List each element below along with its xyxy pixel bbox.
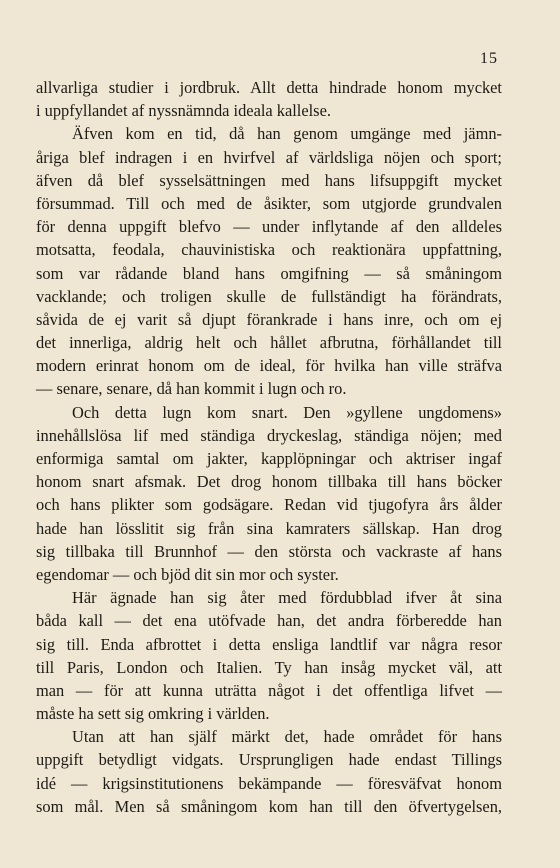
text-line: — senare, senare, då han kommit i lugn och ro. [36, 379, 347, 399]
text-line: motsatta, feodala, chauvinistiska och reaktionära uppfattning, [36, 240, 502, 260]
text-line: uppgift betydligt vidgats. Ursprungligen hade endast Tillings [36, 750, 502, 770]
text-line: enformiga samtal om jakter, kapplöpningar och aktriser ingaf [36, 449, 502, 468]
text-line: sig tillbaka till Brunnhof — den största och vackraste af hans [36, 541, 502, 561]
paragraph [36, 586, 502, 725]
text-line: som var rådande bland hans omgifning — så småningom [36, 263, 502, 283]
paragraph [36, 725, 502, 818]
text-line: man — för att kunna uträtta något i det offentliga lifvet — [36, 680, 502, 700]
paragraph [36, 401, 502, 587]
text-line: som mål. Men så småningom kom han till den öfvertygelsen, [36, 796, 502, 816]
text-line: Äfven kom en tid, då han genom umgänge med jämn- [72, 124, 502, 144]
text-line: för denna uppgift blefvo — under inflytande af den alldeles [36, 217, 502, 237]
text-line: hade han lösslitit sig från sina kamraters sällskap. Han drog [36, 518, 502, 538]
text-line: Här ägnade han sig åter med fördubblad ifver åt sina [72, 588, 502, 608]
text-line: åriga blef indragen i en hvirfvel af världsliga nöjen och sport; [36, 147, 502, 167]
text-line: måste ha sett sig omkring i världen. [36, 704, 270, 724]
text-line: det innerliga, aldrig helt och hållet afbrutna, förhållandet till [36, 333, 502, 353]
text-line: honom snart afsmak. Det drog honom tillbaka till hans böcker [36, 472, 502, 492]
text-line: båda kall — det ena utöfvade han, det andra förberedde han [36, 611, 502, 631]
text-line: innehållslösa lif med ständiga dryckeslag, ständiga nöjen; med [36, 425, 502, 445]
text-line: idé — krigsinstitutionens bekämpande — föresväfvat honom [36, 773, 502, 793]
text-line: allvarliga studier i jordbruk. Allt detta hindrade honom mycket [36, 78, 502, 97]
text-line: försummad. Till och med de åsikter, som utgjorde grundvalen [36, 193, 502, 213]
page-number: 15 [480, 50, 498, 67]
text-line: egendomar — och bjöd dit sin mor och syster. [36, 564, 339, 584]
paragraph [36, 122, 502, 400]
text-line: modern erinrat honom om de ideal, för hvilka han ville sträfva [36, 356, 502, 376]
text-line: Och detta lugn kom snart. Den »gyllene ungdomens» [72, 402, 502, 422]
text-line: sig till. Enda afbrottet i detta ensliga landtlif var några resor [36, 634, 502, 654]
text-line: såvida de ej varit så djupt förankrade i hans inre, och om ej [36, 309, 502, 329]
text-line: Utan att han själf märkt det, hade området för hans [72, 727, 502, 747]
text-line: till Paris, London och Italien. Ty han insåg mycket väl, att [36, 657, 502, 677]
body-text [36, 76, 502, 818]
text-line: i uppfyllandet af nyssnämnda ideala kallelse. [36, 101, 331, 121]
text-line: äfven då blef sysselsättningen med hans lifsuppgift mycket [36, 170, 502, 190]
text-line: vacklande; och troligen skulle de fullständigt ha förändrats, [36, 286, 502, 306]
paragraph [36, 76, 502, 122]
text-line: och hans plikter som godsägare. Redan vid tjugofyra års ålder [36, 495, 502, 515]
